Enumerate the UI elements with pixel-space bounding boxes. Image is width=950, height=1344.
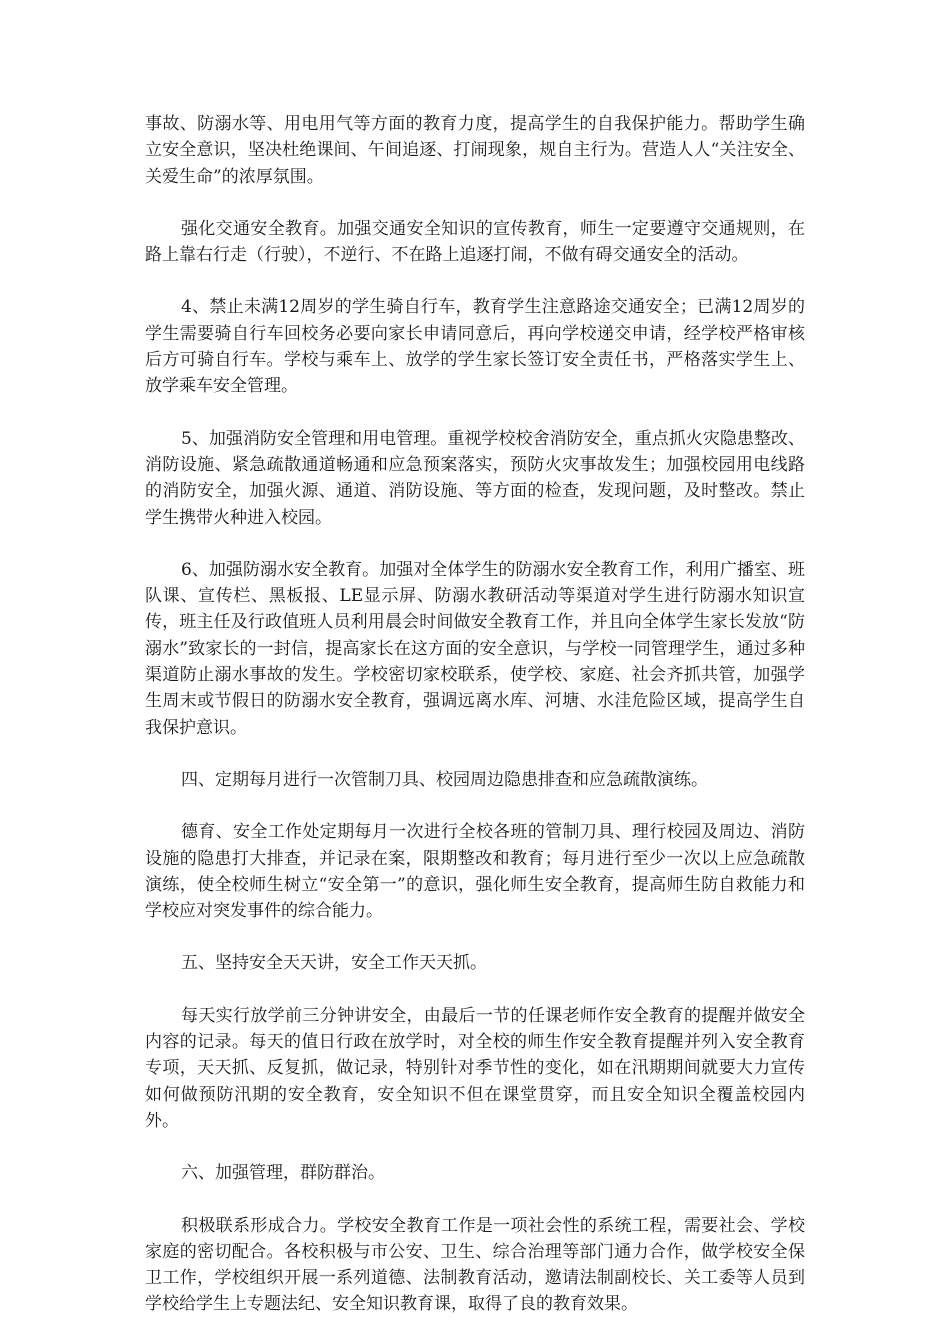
- section-heading-monthly-inspection: 四、定期每月进行一次管制刀具、校园周边隐患排查和应急疏散演练。: [181, 769, 708, 790]
- paragraph-fire-safety: 5、加强消防安全管理和用电管理。重视学校校舍消防安全，重点抓火灾隐患整改、消防设施、紧急疏散通道畅通和应急预案落实，预防火灾事故发生；加强校园用电线路的消防安全，加强火源、通道、消防设施、等方面的检查，发现问题，及时整改。禁止学生携带火种进入校园。: [145, 428, 805, 528]
- paragraph-monthly-inspection: 德育、安全工作处定期每月一次进行全校各班的管制刀具、理行校园及周边、消防设施的隐患打大排查，并记录在案，限期整改和教育；每月进行至少一次以上应急疏散演练，使全校师生树立“安全第一”的意识，强化师生安全教育，提高师生防自救能力和学校应对突发事件的综合能力。: [145, 822, 805, 922]
- document-body: [145, 111, 805, 1344]
- paragraph-traffic-safety: 强化交通安全教育。加强交通安全知识的宣传教育，师生一定要遵守交通规则，在路上靠右行走（行驶），不逆行、不在路上追逐打闹，不做有碍交通安全的活动。: [145, 218, 805, 266]
- paragraph-bicycle-rule: 4、禁止未满12周岁的学生骑自行车，教育学生注意路途交通安全；已满12周岁的学生需要骑自行车回校务必要向家长申请同意后，再向学校递交申请，经学校严格审核后方可骑自行车。学校与乘车上、放学的学生家长签订安全责任书，严格落实学生上、放学乘车安全管理。: [145, 297, 805, 397]
- paragraph-safety-awareness: 事故、防溺水等、用电用气等方面的教育力度，提高学生的自我保护能力。帮助学生确立安全意识，坚决杜绝课间、午间追逐、打闹现象，规自主行为。营造人人“关注安全、关爱生命”的浓厚氛围。: [145, 114, 805, 187]
- paragraph-daily-safety: 每天实行放学前三分钟讲安全，由最后一节的任课老师作安全教育的提醒并做安全内容的记录。每天的值日行政在放学时，对全校的师生作安全教育提醒并列入安全教育专项，天天抓、反复抓，做记录，特别针对季节性的变化，如在汛期期间就要大力宣传如何做预防汛期的安全教育，安全知识不但在课堂贯穿，而且安全知识全覆盖校园内外。: [145, 1005, 805, 1131]
- paragraph-cooperation: 积极联系形成合力。学校安全教育工作是一项社会性的系统工程，需要社会、学校家庭的密切配合。各校积极与市公安、卫生、综合治理等部门通力合作，做学校安全保卫工作，学校组织开展一系列道德、法制教育活动，邀请法制副校长、关工委等人员到学校给学生上专题法纪、安全知识教育课，取得了良的教育效果。: [145, 1215, 805, 1315]
- section-heading-management: 六、加强管理，群防群治。: [181, 1163, 385, 1184]
- paragraph-drowning-prevention: 6、加强防溺水安全教育。加强对全体学生的防溺水安全教育工作，利用广播室、班队课、宣传栏、黑板报、LE显示屏、防溺水教研活动等渠道对学生进行防溺水知识宣传，班主任及行政值班人员利用晨会时间做安全教育工作，并且向全体学生家长发放“防溺水”致家长的一封信，提高家长在这方面的安全意识，与学校一同管理学生，通过多种渠道防止溺水事故的发生。学校密切家校联系，使学校、家庭、社会齐抓共管，加强学生周末或节假日的防溺水安全教育，强调远离水库、河塘、水洼危险区域，提高学生自我保护意识。: [145, 559, 805, 738]
- section-heading-daily-safety: 五、坚持安全天天讲，安全工作天天抓。: [181, 953, 487, 974]
